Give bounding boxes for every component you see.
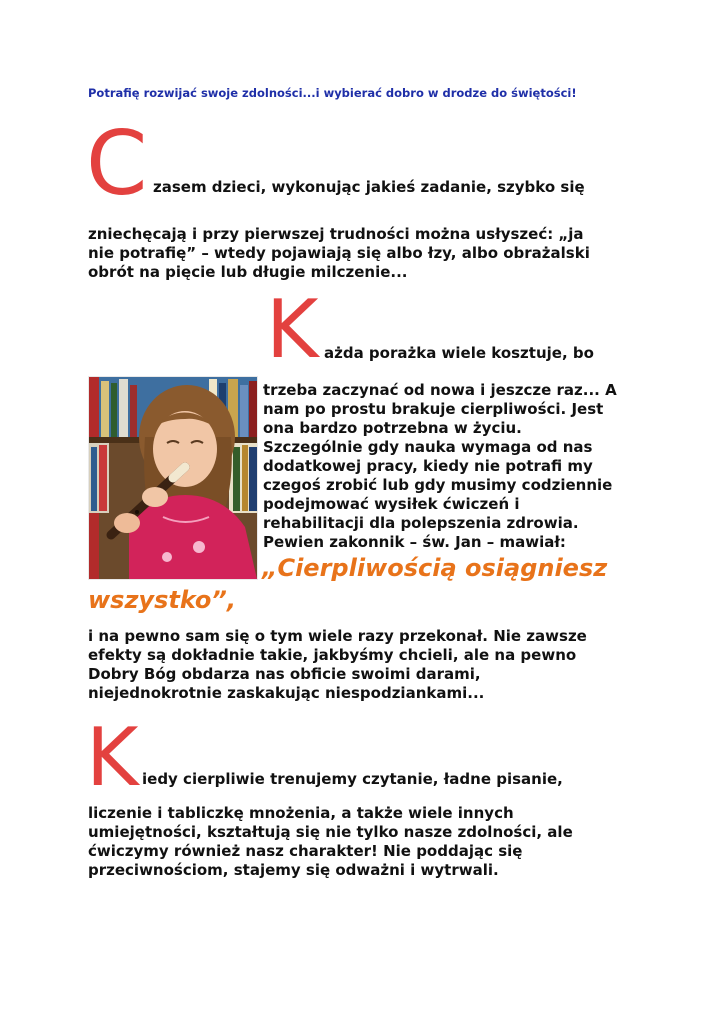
section3-first-line: iedy cierpliwie trenujemy czytanie, ładne pisanie, [142, 770, 563, 788]
section1-paragraph: zniechęcają i przy pierwszej trudności można usłyszeć: „ja nie potrafię” – wtedy pojawiają się albo łzy, albo obrażalski obrót na pięcie lub długie milczenie... [88, 225, 590, 281]
section2-first-line: ażda porażka wiele kosztuje, bo [324, 344, 594, 362]
dropcap-k-1: K [266, 283, 319, 376]
dropcap-c: C [86, 112, 148, 215]
quote-line-2: wszystko”, [88, 586, 236, 614]
section2-paragraph: trzeba zaczynać od nowa i jeszcze raz... A nam po prostu brakuje cierpliwości. Jest ona bardzo potrzebna w życiu. Szczególnie gdy nauka wymaga od nas dodatkowej pracy, kiedy nie potrafi my czegoś zrobić lub gdy musimy codziennie podejmować wysiłek ćwiczeń i rehabilitacji dla polepszenia zdrowia. Pewien zakonnik – św. Jan – mawiał: [263, 381, 617, 551]
quote-line-1: „Cierpliwością osiągniesz [262, 554, 608, 582]
girl-recorder-photo [88, 376, 258, 580]
girl-playing-recorder-icon [89, 377, 257, 579]
section2-after-quote: i na pewno sam się o tym wiele razy przekonał. Nie zawsze efekty są dokładnie takie, jakbyśmy chcieli, ale na pewno Dobry Bóg obdarza nas obficie swoimi darami, niejednokrotnie zaskakując niespodziankami... [88, 627, 587, 702]
dropcap-k-2: K [86, 711, 139, 804]
section3-paragraph: liczenie i tabliczkę mnożenia, a także wiele innych umiejętności, kształtują się nie tylko nasze zdolności, ale ćwiczymy również nasz charakter! Nie poddając się przeciwnościom, stajemy się odważni i wytrwali. [88, 804, 573, 879]
page-header: Potrafię rozwijać swoje zdolności...i wybierać dobro w drodze do świętości! [88, 86, 577, 100]
section1-first-line: zasem dzieci, wykonując jakieś zadanie, szybko się [153, 178, 585, 196]
